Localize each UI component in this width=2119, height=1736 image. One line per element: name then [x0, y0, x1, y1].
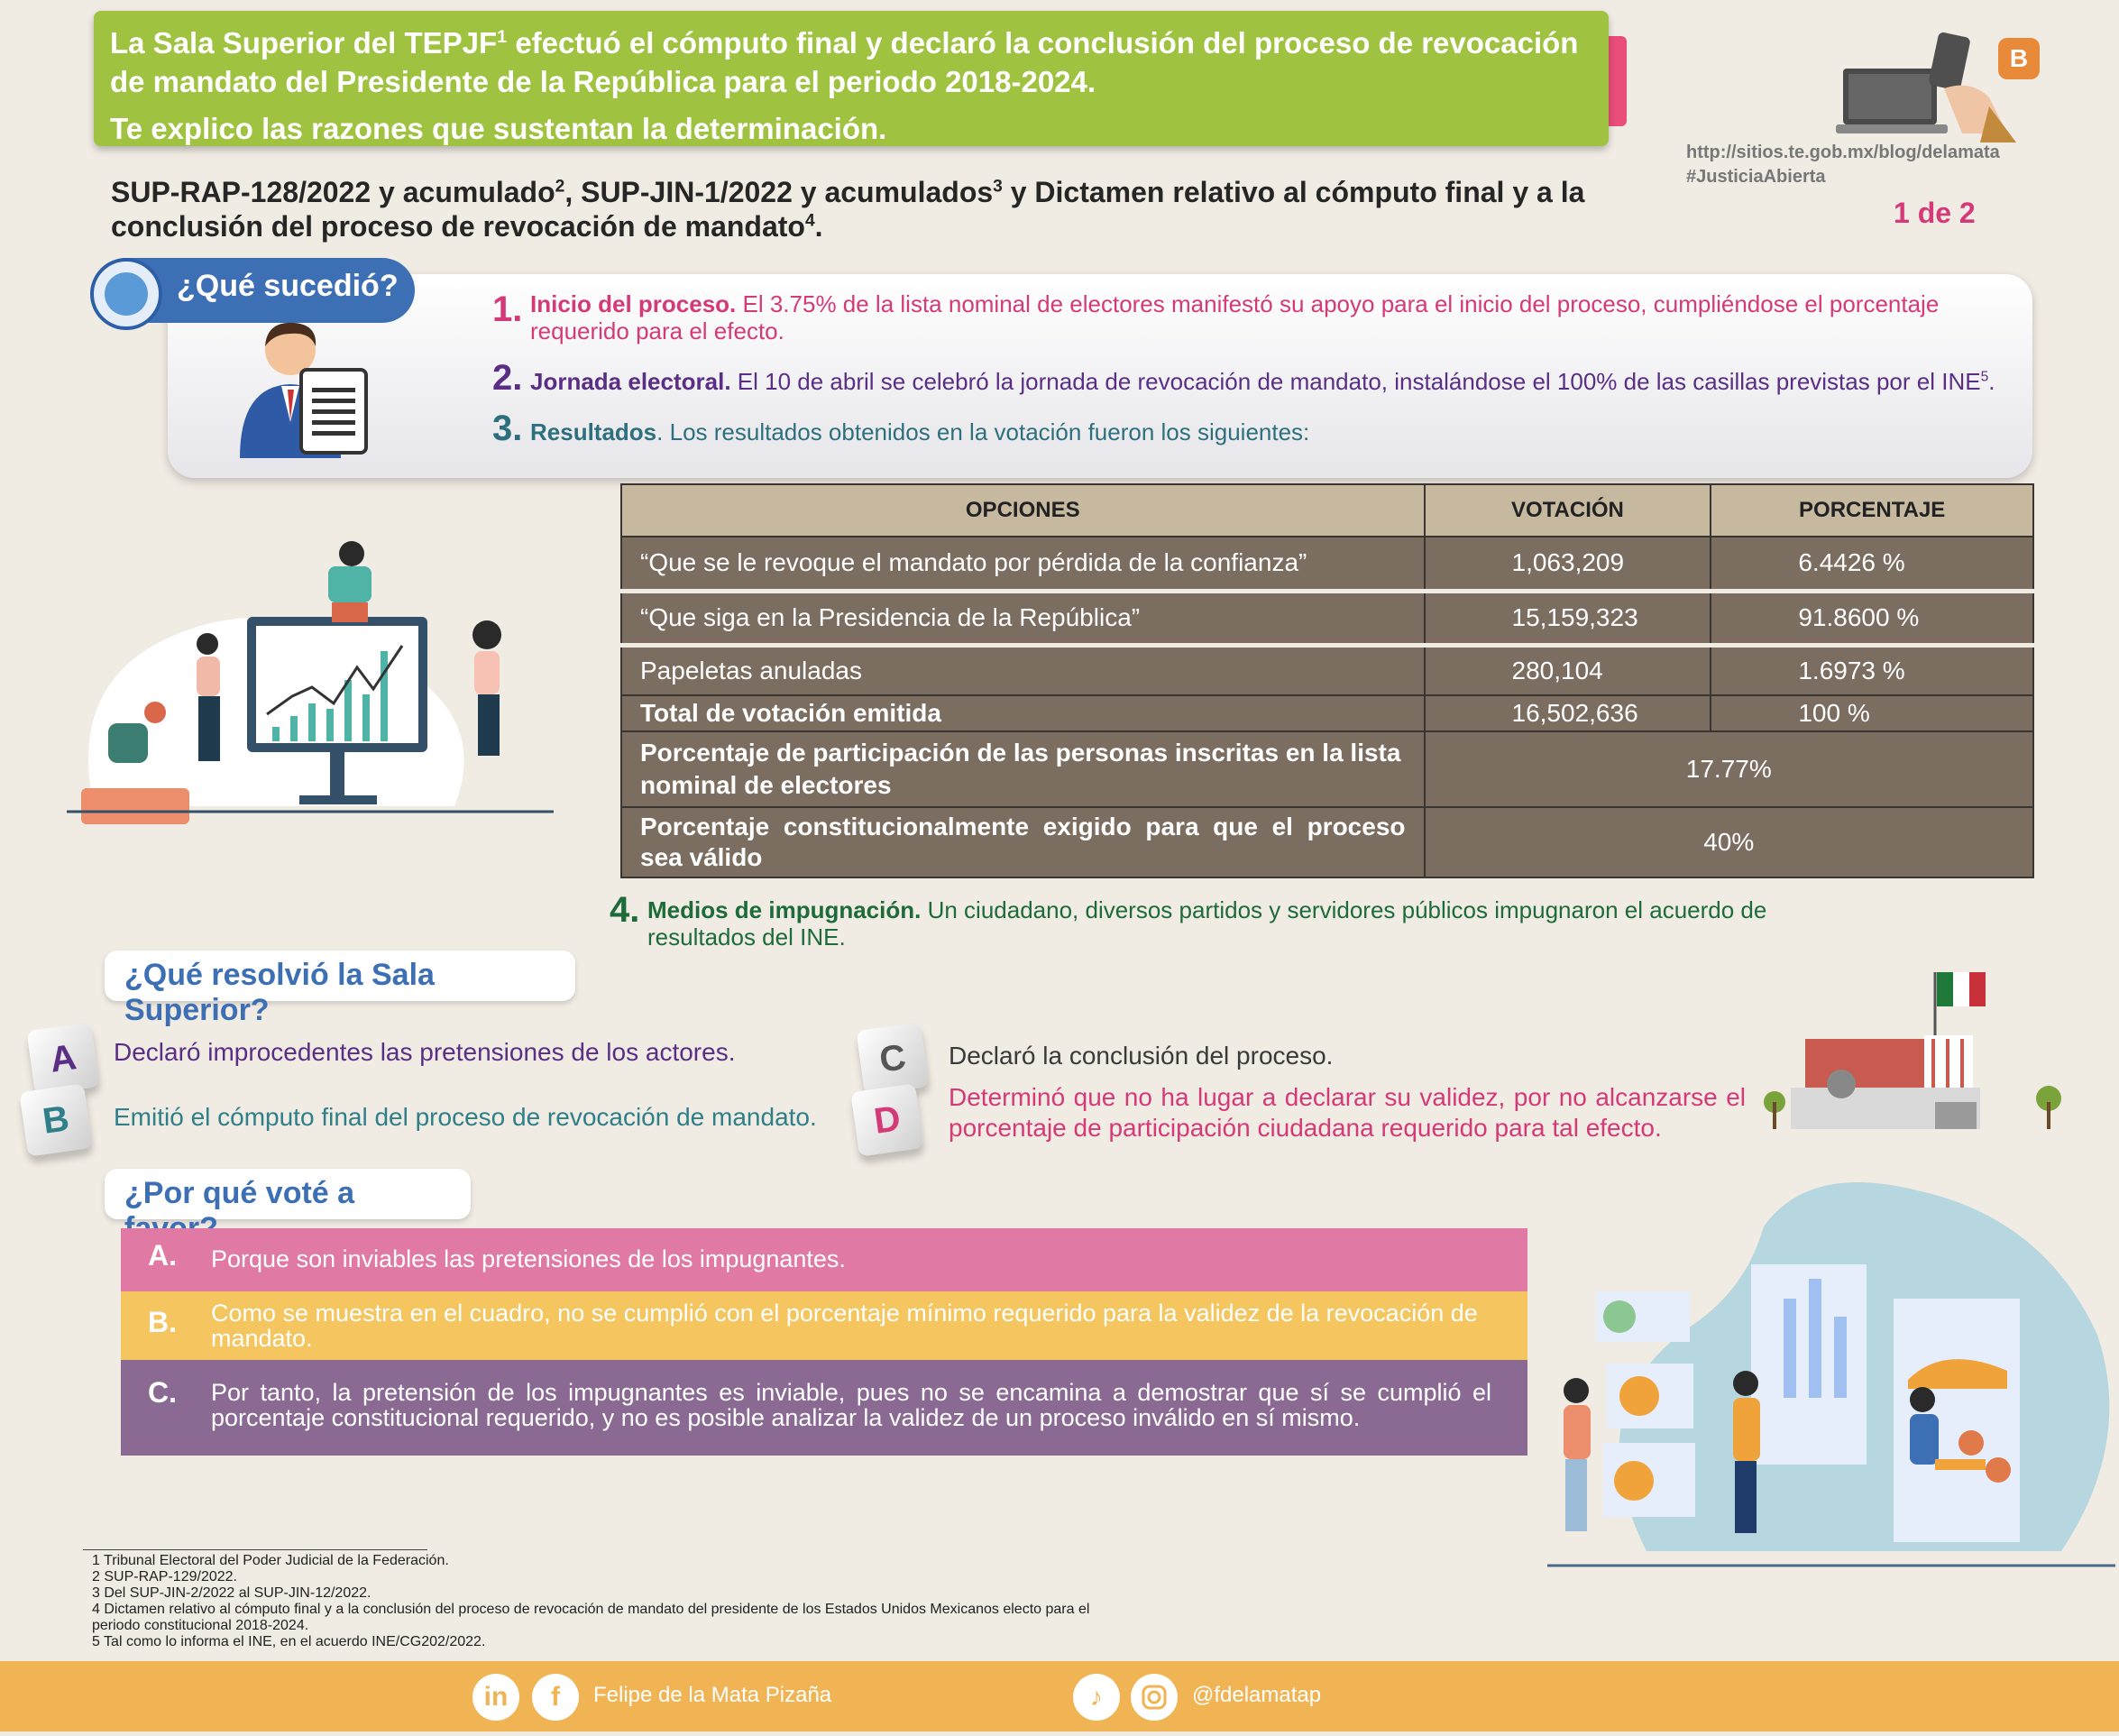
resolvio-item-c: Declaró la conclusión del proceso. — [949, 1042, 1334, 1070]
que-sucedio-item-2: 2. Jornada electoral. El 10 de abril se celebró la jornada de revocación de mandato, instalándose el 100% de las casillas previstas por el INE$^5$. — [492, 358, 1995, 398]
table-row-required: Porcentaje constitucionalmente exigido para que el proceso sea válido 40% — [621, 807, 2033, 877]
government-building-illustration — [1764, 967, 2061, 1138]
table-header-row — [621, 484, 2033, 537]
favor-title: ¿Por qué voté a — [105, 1169, 471, 1219]
cube-c-icon: C — [856, 1022, 929, 1095]
tiktok-icon[interactable]: ♪ — [1073, 1674, 1120, 1721]
resolvio-title: ¿Qué resolvió la Sala Superior? — [105, 951, 575, 1001]
table-row-total: Total de votación emitida 16,502,636 100 % — [621, 695, 2033, 731]
instagram-icon[interactable] — [1131, 1674, 1178, 1721]
team-chart-illustration — [67, 536, 554, 842]
bullet-icon — [90, 258, 162, 330]
footer-name: Felipe de la Mata Pizaña — [593, 1683, 832, 1707]
favor-item-b: B. Como se muestra en el cuadro, no se cumplió con el porcentaje mínimo requerido para la validez de la revocación de mandato. — [121, 1291, 1527, 1360]
table-row: “Que se le revoque el mandato por pérdida de la confianza” 1,063,209 6.4426 % — [621, 537, 2033, 591]
que-sucedio-title: ¿Qué sucedió? — [94, 258, 415, 323]
footer-handle: @fdelamatap — [1192, 1683, 1322, 1707]
case-references: SUP-RAP-128/2022 y acumulado$^2$, SUP-JIN-1/2022 y acumulados$^3$ y Dictamen relativo al cómputo final y a la conclusión del proceso de revocación de mandato$^4$. — [111, 176, 1585, 243]
cube-d-icon: D — [850, 1083, 923, 1156]
header-title: La Sala Superior del TEPJF$^1$ efectuó el cómputo final y declaró la conclusión del proceso de revocación de mandato del Presidente de la República para el periodo 2018-2024. — [110, 26, 1579, 98]
device-illustration — [1836, 25, 2045, 142]
table-row: Papeletas anuladas 280,104 1.6973 % — [621, 645, 2033, 695]
facebook-icon[interactable]: f — [532, 1674, 579, 1721]
page-indicator: 1 de 2 — [1894, 197, 1976, 229]
que-sucedio-item-3: 3. Resultados. Los resultados obtenidos en la votación fueron los siguientes: — [492, 409, 1310, 448]
results-table — [620, 483, 2034, 878]
table-row: “Que siga en la Presidencia de la República” 15,159,323 91.8600 % — [621, 591, 2033, 645]
column-header: VOTACIÓN — [1425, 484, 1711, 537]
que-sucedio-item-1: 1. Inicio del proceso. El 3.75% de la lista nominal de electores manifestó su apoyo para el inicio del proceso, cumpliéndose el porcentaje requerido para el efecto. — [492, 289, 1940, 344]
header-banner — [94, 11, 1609, 146]
footer-bar — [0, 1661, 2119, 1731]
svg-text:B: B — [2009, 44, 2029, 72]
favor-item-a: A. Porque son inviables las pretensiones de los impugnantes. — [121, 1228, 1527, 1291]
blog-link[interactable]: http://sitios.te.gob.mx/blog/delamata #JusticiaAbierta — [1686, 142, 2000, 187]
presenter-illustration — [231, 314, 375, 458]
favor-item-c: C. Por tanto, la pretensión de los impugnantes es inviable, pues no se encamina a demostrar que sí se cumplió el porcentaje constitucional requerido, y no es posible analizar la validez de un proceso inválido en sí mismo. — [121, 1360, 1527, 1456]
footnote-divider — [83, 1549, 427, 1550]
column-header: PORCENTAJE — [1711, 484, 2033, 537]
que-sucedio-item-4: 4. Medios de impugnación. Un ciudadano, diversos partidos y servidores públicos impugnaron el acuerdo de resultados del INE. — [610, 890, 1767, 951]
header-subtitle: Te explico las razones que sustentan la determinación. — [110, 112, 887, 145]
resolvio-item-d: Determinó que no ha lugar a declarar su validez, por no alcanzarse el porcentaje de participación ciudadana requerido para tal efecto. — [949, 1083, 1746, 1142]
footnotes: 1 Tribunal Electoral del Poder Judicial de la Federación. 2 SUP-RAP-129/2022. 3 Del SUP-JIN-2/2022 al SUP-JIN-12/2022. 4 Dictamen relativo al cómputo final y a la conclusión del proceso de revocación de mandato del presidente de los Estados Unidos Mexicanos electo para el periodo constitucional 2018-2024. 5 Tal como lo informa el INE, en el acuerdo INE/CG202/2022. — [92, 1553, 1090, 1649]
cube-b-icon: B — [19, 1083, 92, 1156]
linkedin-icon[interactable]: in — [472, 1674, 519, 1721]
table-row-participation: Porcentaje de participación de las personas inscritas en la lista nominal de electores 17.77% — [621, 731, 2033, 807]
resolvio-item-a: Declaró improcedentes las pretensiones de los actores. — [114, 1038, 736, 1066]
column-header: OPCIONES — [621, 484, 1425, 537]
resolvio-item-b: Emitió el cómputo final del proceso de revocación de mandato. — [114, 1103, 817, 1131]
dashboard-illustration — [1538, 1172, 2115, 1569]
cube-a-icon: A — [26, 1022, 99, 1095]
